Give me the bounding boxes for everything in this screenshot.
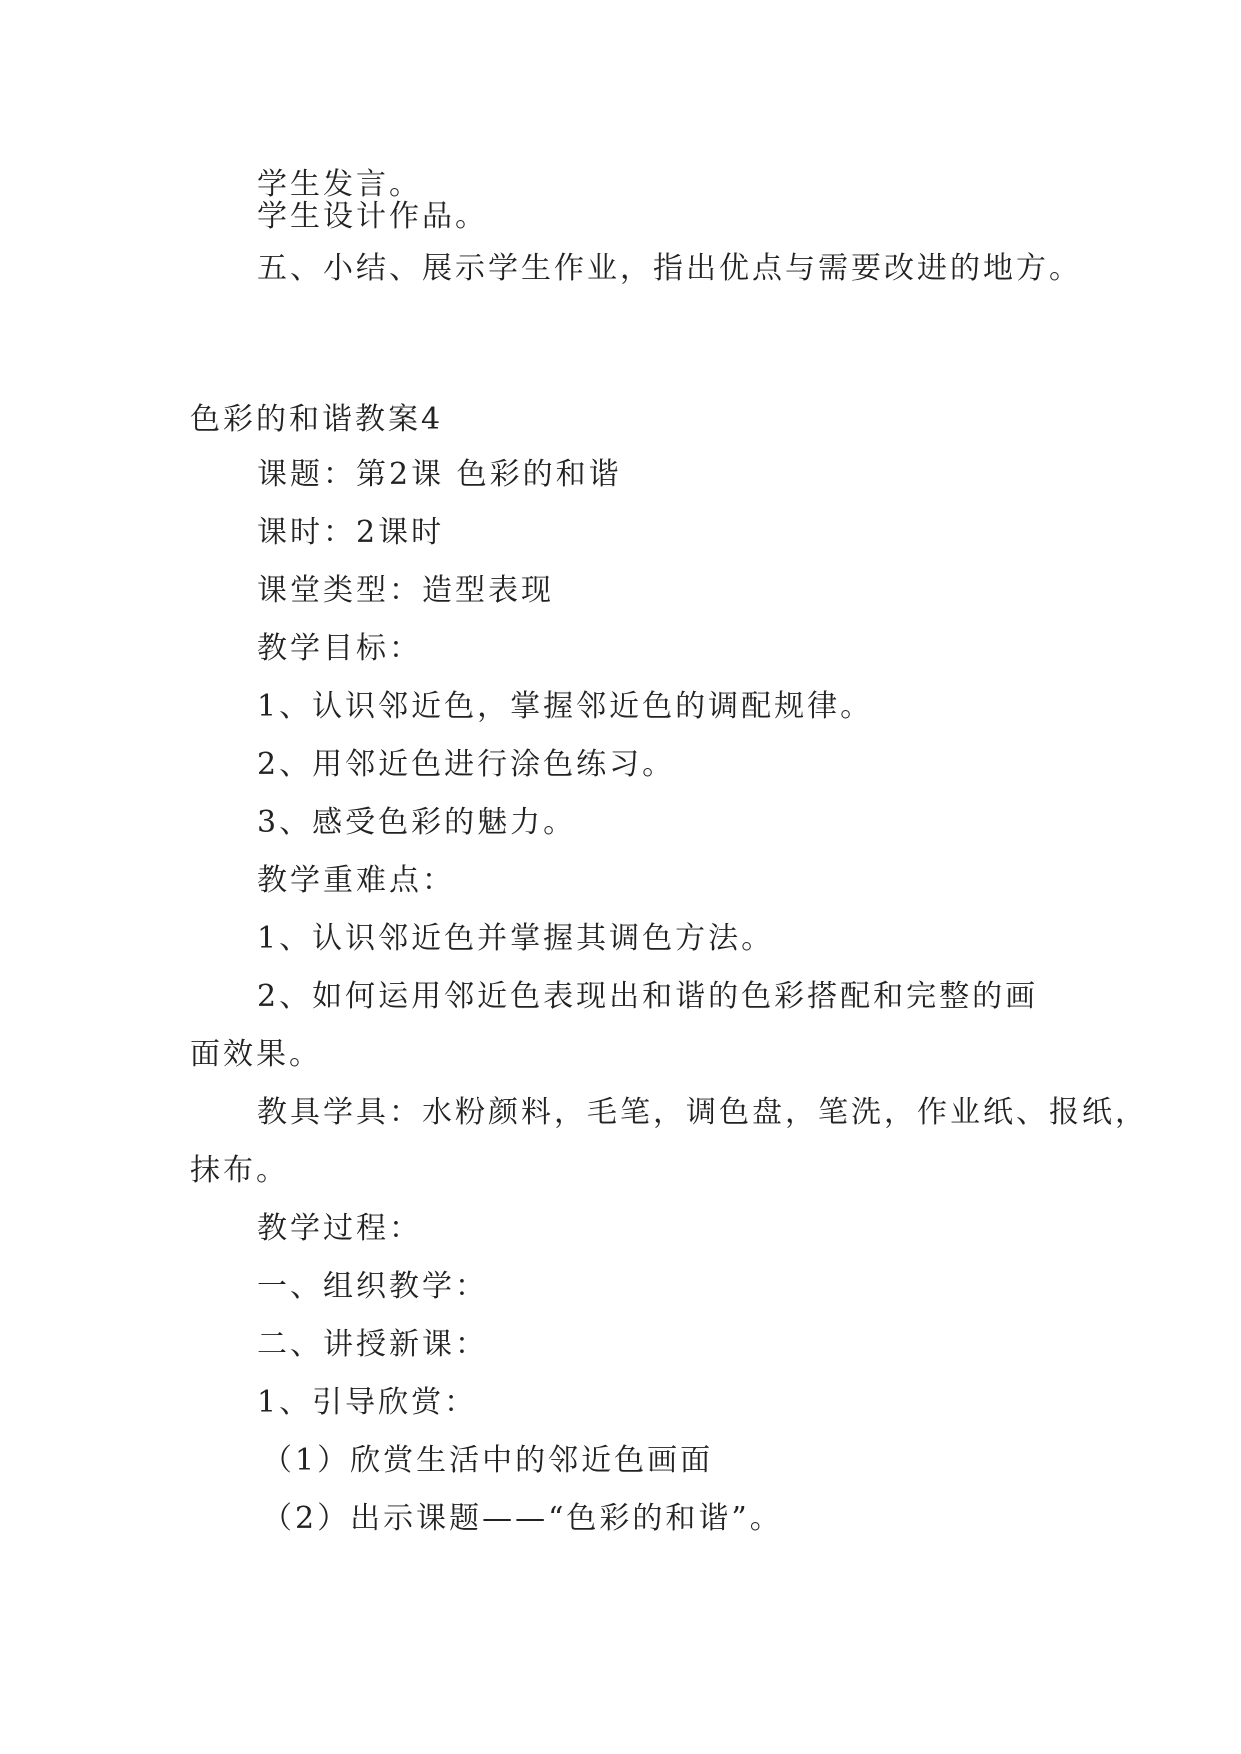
text-line: （2）出示课题——“色彩的和谐”。 [262, 1501, 783, 1536]
text-line: （1）欣赏生活中的邻近色画面 [262, 1443, 714, 1478]
text-line: 抹布。 [190, 1153, 289, 1188]
text-line: 教具学具：水粉颜料，毛笔，调色盘，笔洗，作业纸、报纸， [257, 1095, 1148, 1130]
text-line: 教学过程： [257, 1211, 422, 1246]
section-title: 色彩的和谐教案4 [190, 402, 444, 437]
text-line: 2、用邻近色进行涂色练习。 [257, 747, 676, 782]
text-line: 二、讲授新课： [257, 1327, 488, 1362]
text-line: 一、组织教学： [257, 1269, 488, 1304]
text-line: 教学重难点： [257, 863, 455, 898]
text-line: 1、认识邻近色并掌握其调色方法。 [257, 921, 775, 956]
text-line: 教学目标： [257, 631, 422, 666]
text-line: 课题：第2课 色彩的和谐 [257, 457, 622, 492]
text-line: 面效果。 [190, 1037, 322, 1072]
text-line: 五、小结、展示学生作业，指出优点与需要改进的地方。 [257, 251, 1082, 286]
text-line: 课时：2课时 [257, 515, 445, 550]
text-line: 2、如何运用邻近色表现出和谐的色彩搭配和完整的画 [257, 979, 1039, 1014]
text-line: 1、认识邻近色，掌握邻近色的调配规律。 [257, 689, 874, 724]
text-line: 课堂类型：造型表现 [257, 573, 554, 608]
text-line: 1、引导欣赏： [257, 1385, 478, 1420]
text-line: 学生设计作品。 [257, 199, 488, 234]
text-line: 学生发言。 [257, 167, 422, 202]
text-line: 3、感受色彩的魅力。 [257, 805, 577, 840]
